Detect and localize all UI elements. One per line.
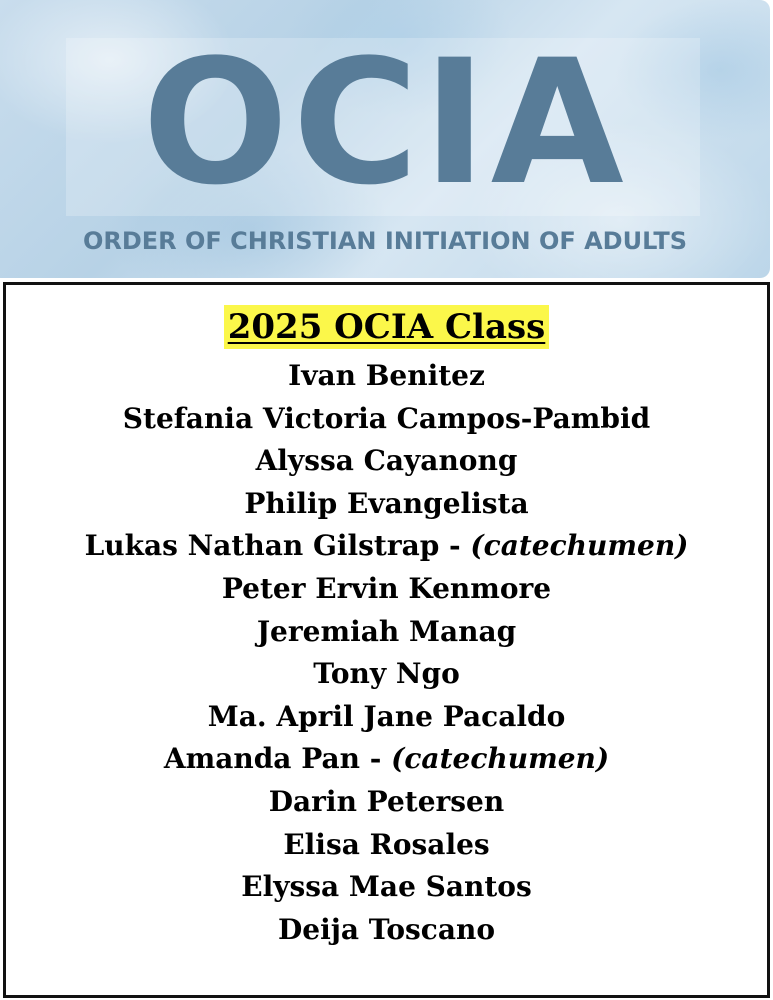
member-item xyxy=(6,355,767,398)
member-item xyxy=(6,653,767,696)
ocia-logo-subtitle: ORDER OF CHRISTIAN INITIATION OF ADULTS xyxy=(82,227,688,255)
member-item xyxy=(6,738,767,781)
member-item xyxy=(6,824,767,867)
member-item xyxy=(6,781,767,824)
member-item xyxy=(6,568,767,611)
member-name: Alyssa Cayanong xyxy=(255,444,518,478)
member-name: Tony Ngo xyxy=(313,657,460,691)
member-item xyxy=(6,611,767,654)
member-name: Lukas Nathan Gilstrap - xyxy=(84,529,471,563)
member-status: (catechumen) xyxy=(470,529,689,563)
member-item xyxy=(6,398,767,441)
member-name: Jeremiah Manag xyxy=(256,614,517,648)
member-item xyxy=(6,866,767,909)
member-name: Elisa Rosales xyxy=(283,827,490,861)
ocia-banner xyxy=(0,0,770,278)
ocia-logo-word: OCIA xyxy=(142,22,628,223)
roster-title: 2025 OCIA Class xyxy=(224,305,550,349)
member-name: Stefania Victoria Campos-Pambid xyxy=(122,401,651,435)
member-name: Peter Ervin Kenmore xyxy=(221,571,552,605)
member-name: Elyssa Mae Santos xyxy=(241,870,532,904)
member-item xyxy=(6,909,767,952)
member-name: Philip Evangelista xyxy=(244,486,529,520)
class-roster xyxy=(3,282,770,998)
member-item xyxy=(6,440,767,483)
member-name: Ma. April Jane Pacaldo xyxy=(207,699,566,733)
member-name: Darin Petersen xyxy=(268,784,505,818)
member-list xyxy=(6,355,767,951)
member-status: (catechumen) xyxy=(391,742,610,776)
member-name: Amanda Pan - xyxy=(163,742,392,776)
member-item xyxy=(6,483,767,526)
member-item xyxy=(6,525,767,568)
member-name: Ivan Benitez xyxy=(288,359,485,392)
member-name: Deija Toscano xyxy=(277,912,496,946)
member-item xyxy=(6,696,767,739)
